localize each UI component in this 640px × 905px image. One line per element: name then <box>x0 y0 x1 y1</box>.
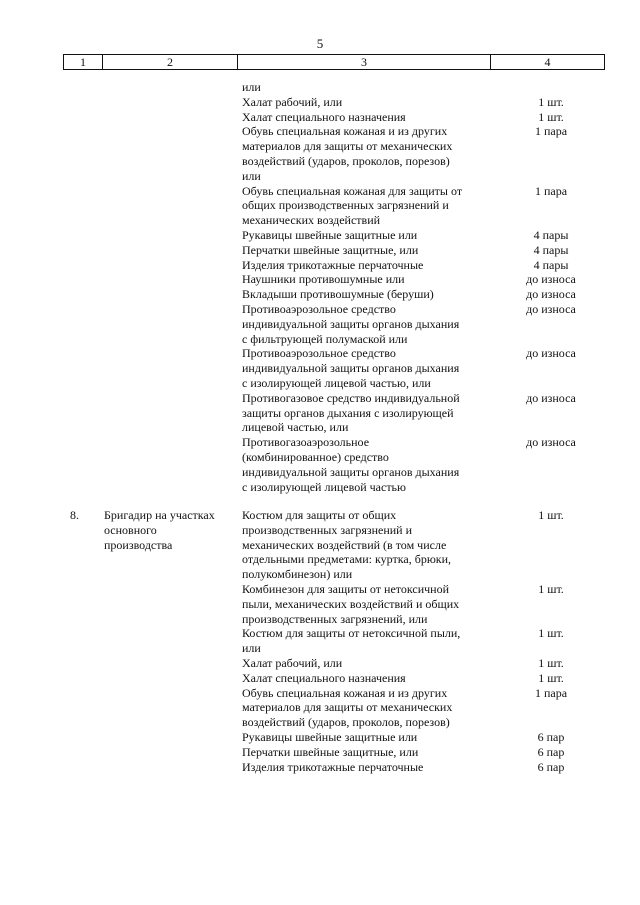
item-name <box>242 110 492 125</box>
item-name-line: воздействий (ударов, проколов, порезов) <box>242 715 450 730</box>
item-name <box>242 258 492 273</box>
list-item <box>242 671 640 686</box>
item-name <box>242 302 492 346</box>
item-name-line: производственных загрязнений, или <box>242 611 428 626</box>
table-header-row <box>63 54 605 70</box>
item-name-line: воздействий (ударов, проколов, порезов) <box>242 153 450 168</box>
item-name-line: материалов для защиты от механических <box>242 139 453 154</box>
item-name-line: Халат специального назначения <box>242 670 406 685</box>
item-quantity: 4 пары <box>533 227 569 242</box>
item-name-line: или <box>242 641 261 656</box>
item-quantity: 4 пары <box>533 257 569 272</box>
item-name <box>242 760 492 775</box>
item-quantity: до износа <box>526 301 576 316</box>
item-name-line: или <box>242 80 261 94</box>
item-name-line: Комбинезон для защиты от нетоксичной <box>242 581 450 596</box>
item-name <box>242 80 492 95</box>
list-item <box>242 760 640 775</box>
item-name-line: лицевой частью, или <box>242 420 349 435</box>
item-quantity: до износа <box>526 287 576 302</box>
list-item <box>242 95 640 110</box>
item-quantity: 1 шт. <box>538 508 564 522</box>
items-list <box>242 508 640 774</box>
item-name <box>242 346 492 390</box>
item-name-line: индивидуальной защиты органов дыхания <box>242 464 460 479</box>
list-item <box>242 508 640 582</box>
item-name <box>242 243 492 258</box>
item-name-line: Вкладыши противошумные (беруши) <box>242 287 434 302</box>
item-name-line: Обувь специальная кожаная и из других <box>242 124 448 139</box>
item-name-line: индивидуальной защиты органов дыхания <box>242 316 460 331</box>
item-quantity: 1 пара <box>534 685 568 700</box>
item-name <box>242 626 492 656</box>
page-number: 5 <box>316 36 324 51</box>
item-name-line: Обувь специальная кожаная для защиты от <box>242 183 463 198</box>
item-quantity: до износа <box>526 390 576 405</box>
item-name-line: пыли, механических воздействий и общих <box>242 596 460 611</box>
position-title <box>104 508 232 552</box>
row-number: 8. <box>70 508 79 522</box>
item-name-line: с фильтрующей полумаской или <box>242 331 408 346</box>
item-name-line: Костюм для защиты от нетоксичной пыли, <box>242 626 461 641</box>
item-quantity: до износа <box>526 346 576 361</box>
item-quantity: 4 пары <box>533 242 569 257</box>
list-item <box>242 686 640 730</box>
item-name-line: Наушники противошумные или <box>242 272 405 287</box>
list-item <box>242 124 640 183</box>
list-item <box>242 745 640 760</box>
position-title-line: Бригадир на участках <box>104 508 215 522</box>
item-quantity: до износа <box>526 435 576 450</box>
item-name <box>242 435 492 494</box>
header-col-3: 3 <box>238 55 491 69</box>
item-name-line: или <box>242 168 261 183</box>
item-name <box>242 582 492 626</box>
list-item <box>242 626 640 656</box>
item-name-line: Обувь специальная кожаная и из других <box>242 685 448 700</box>
item-name-line: защиты органов дыхания с изолирующей <box>242 405 454 420</box>
item-quantity: 6 пар <box>537 729 565 744</box>
list-item <box>242 258 640 273</box>
item-name-line: Противогазоаэрозольное <box>242 435 370 450</box>
items-list <box>242 80 640 494</box>
item-name-line: отдельными предметами: куртка, брюки, <box>242 552 452 567</box>
item-name-line: с изолирующей лицевой частью, или <box>242 375 431 390</box>
item-name-line: полукомбинезон) или <box>242 567 353 582</box>
item-name-line: Противогазовое средство индивидуальной <box>242 390 460 405</box>
item-name-line: Перчатки швейные защитные, или <box>242 744 419 759</box>
item-name-line: Костюм для защиты от общих <box>242 508 397 522</box>
item-quantity: 1 шт. <box>538 581 564 596</box>
item-name-line: Халат рабочий, или <box>242 94 343 109</box>
item-name-line: механических воздействий <box>242 213 381 228</box>
item-quantity: 1 шт. <box>538 109 564 124</box>
item-name-line: индивидуальной защиты органов дыхания <box>242 361 460 376</box>
item-name <box>242 287 492 302</box>
list-item <box>242 184 640 228</box>
item-name <box>242 124 492 183</box>
list-item <box>242 582 640 626</box>
item-name-line: материалов для защиты от механических <box>242 700 453 715</box>
item-name-line: Изделия трикотажные перчаточные <box>242 759 424 774</box>
item-name-line: с изолирующей лицевой частью <box>242 479 406 494</box>
item-name-line: Рукавицы швейные защитные или <box>242 729 418 744</box>
item-name-line: Противоаэрозольное средство <box>242 301 396 316</box>
item-quantity: до износа <box>526 272 576 287</box>
item-name-line: (комбинированное) средство <box>242 449 389 464</box>
list-item <box>242 243 640 258</box>
item-name <box>242 508 492 582</box>
list-item <box>242 110 640 125</box>
header-col-2: 2 <box>103 55 238 69</box>
item-quantity: 6 пар <box>537 744 565 759</box>
item-name <box>242 686 492 730</box>
list-item <box>242 272 640 287</box>
list-item <box>242 287 640 302</box>
item-name-line: Рукавицы швейные защитные или <box>242 227 418 242</box>
list-item <box>242 80 640 95</box>
item-name <box>242 95 492 110</box>
position-title-line: производства <box>104 537 173 552</box>
list-item <box>242 656 640 671</box>
item-name-line: Изделия трикотажные перчаточные <box>242 257 424 272</box>
item-name-line: производственных загрязнений и <box>242 522 413 537</box>
item-name <box>242 730 492 745</box>
item-quantity: 1 шт. <box>538 626 564 641</box>
item-name <box>242 272 492 287</box>
item-name-line: Халат рабочий, или <box>242 655 343 670</box>
header-col-4: 4 <box>544 55 551 69</box>
item-name-line: Противоаэрозольное средство <box>242 346 396 361</box>
item-quantity: 6 пар <box>537 759 565 774</box>
list-item <box>242 346 640 390</box>
list-item <box>242 391 640 435</box>
item-quantity: 1 пара <box>534 124 568 139</box>
item-name <box>242 656 492 671</box>
item-name-line: механических воздействий (в том числе <box>242 537 447 552</box>
item-name <box>242 745 492 760</box>
item-name-line: Халат специального назначения <box>242 109 406 124</box>
item-name <box>242 671 492 686</box>
list-item <box>242 730 640 745</box>
list-item <box>242 228 640 243</box>
item-name <box>242 228 492 243</box>
position-title-line: основного <box>104 522 157 537</box>
item-quantity: 1 шт. <box>538 670 564 685</box>
item-quantity: 1 шт. <box>538 655 564 670</box>
item-name <box>242 184 492 228</box>
item-name-line: Перчатки швейные защитные, или <box>242 242 419 257</box>
item-quantity: 1 пара <box>534 183 568 198</box>
item-name-line: общих производственных загрязнений и <box>242 198 449 213</box>
header-col-1: 1 <box>64 55 103 69</box>
item-name <box>242 391 492 435</box>
item-quantity: 1 шт. <box>538 94 564 109</box>
list-item <box>242 302 640 346</box>
list-item <box>242 435 640 494</box>
